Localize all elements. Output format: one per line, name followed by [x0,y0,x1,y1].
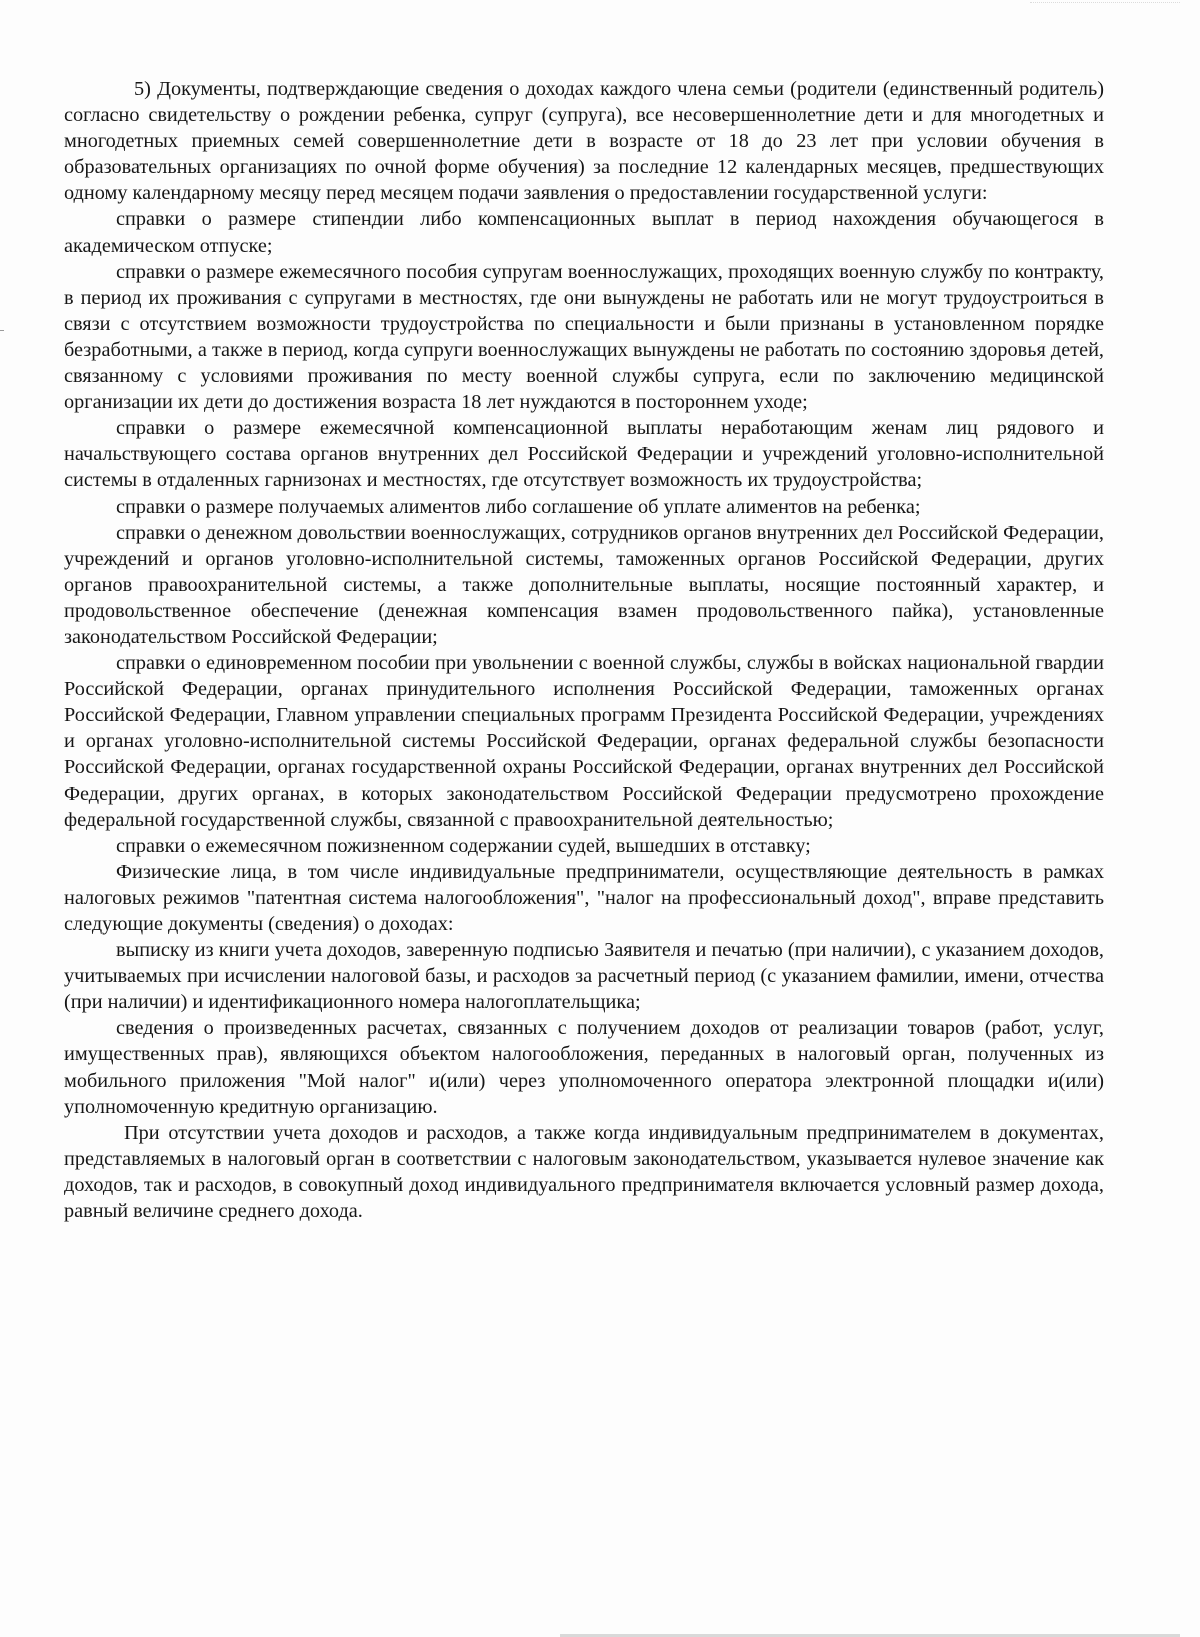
paragraph-income-documents: 5) Документы, подтверждающие сведения о доходах каждого члена семьи (родители (единственный родитель) согласно свидетельству о рождении ребенка, супруг (супруга), все несовершеннолетние дети и для многодетных и многодетных приемных семей совершеннолетние дети в возрасте от 18 до 23 лет при условии обучения в образовательных организациях по очной форме обучения) за последние 12 календарных месяцев, предшествующих одному календарному месяцу перед месяцем подачи заявления о предоставлении государственной услуги: [64,78,1104,205]
document-body [64,76,1104,1224]
paragraph-self-employed: Физические лица, в том числе индивидуальные предприниматели, осуществляющие деятельность в рамках налоговых режимов "патентная система налогообложения", "налог на профессиональный доход", вправе представить следующие документы (сведения) о доходах: [64,860,1104,935]
paragraph-judges-allowance: справки о ежемесячном пожизненном содержании судей, вышедших в отставку; [116,834,811,857]
paragraph-military-pay: справки о денежном довольствии военнослужащих, сотрудников органов внутренних дел Российской Федерации, учреждений и органов уголовно-исполнительной системы, таможенных органов Российской Федерации, других органов правоохранительной системы, а также дополнительные выплаты, носящие постоянный характер, и продовольственное обеспечение (денежная компенсация взамен продовольственного пайка), установленные законодательством Российской Федерации; [64,521,1104,648]
paragraph-alimony: справки о размере получаемых алиментов либо соглашение об уплате алиментов на ребенка; [116,495,921,518]
paragraph-income-book: выписку из книги учета доходов, заверенную подписью Заявителя и печатью (при наличии), с указанием доходов, учитываемых при исчислении налоговой базы, и расходов за расчетный период (с указанием фамилии, имени, отчества (при наличии) и идентификационного номера налогоплательщика; [64,939,1104,1014]
scan-artifact-top [1030,2,1180,9]
paragraph-spouse-allowance: справки о размере ежемесячного пособия супругам военнослужащих, проходящих военную службу по контракту, в период их проживания с супругами в местностях, где они вынуждены не работать или не могут трудоустроиться в связи с отсутствием возможности трудоустройства по специальности и были признаны в установленном порядке безработными, а также в период, когда супруги военнослужащих вынуждены не работать по состоянию здоровья детей, связанному с условиями проживания по месту военной службы супруга, если по заключению медицинской организации их дети до достижения возраста 18 лет нуждаются в постороннем уходе; [64,260,1104,414]
paragraph-zero-income: При отсутствии учета доходов и расходов, а также когда индивидуальным предпринимателем в документах, представляемых в налоговый орган в соответствии с налоговым законодательством, указывается нулевое значение как доходов, так и расходов, в совокупный доход индивидуального предпринимателя включается условный размер дохода, равный величине среднего дохода. [64,1121,1104,1223]
paragraph-compensation-wives: справки о размере ежемесячной компенсационной выплаты неработающим женам лиц рядового и начальствующего состава органов внутренних дел Российской Федерации и учреждений уголовно-исполнительной системы в отдаленных гарнизонах и местностях, где отсутствует возможность их трудоустройства; [64,417,1104,492]
scan-artifact-left [0,330,4,331]
paragraph-tax-app-records: сведения о произведенных расчетах, связанных с получением доходов от реализации товаров (работ, услуг, имущественных прав), являющихся объектом налогообложения, переданных в налоговый орган, полученных из мобильного приложения "Мой налог" и(или) через уполномоченного оператора электронной площадки и(или) уполномоченную кредитную организацию. [64,1017,1104,1118]
paragraph-discharge-allowance: справки о единовременном пособии при увольнении с военной службы, службы в войсках национальной гвардии Российской Федерации, органах принудительного исполнения Российской Федерации, таможенных органах Российской Федерации, Главном управлении специальных программ Президента Российской Федерации, учреждениях и органах уголовно-исполнительной системы Российской Федерации, органах федеральной службы безопасности Российской Федерации, органах государственной охраны Российской Федерации, органах внутренних дел Российской Федерации, других органах, в которых законодательством Российской Федерации предусмотрено прохождение федеральной государственной службы, связанной с правоохранительной деятельностью; [64,652,1104,831]
paragraph-stipend: справки о размере стипендии либо компенсационных выплат в период нахождения обучающегося в академическом отпуске; [64,208,1104,257]
